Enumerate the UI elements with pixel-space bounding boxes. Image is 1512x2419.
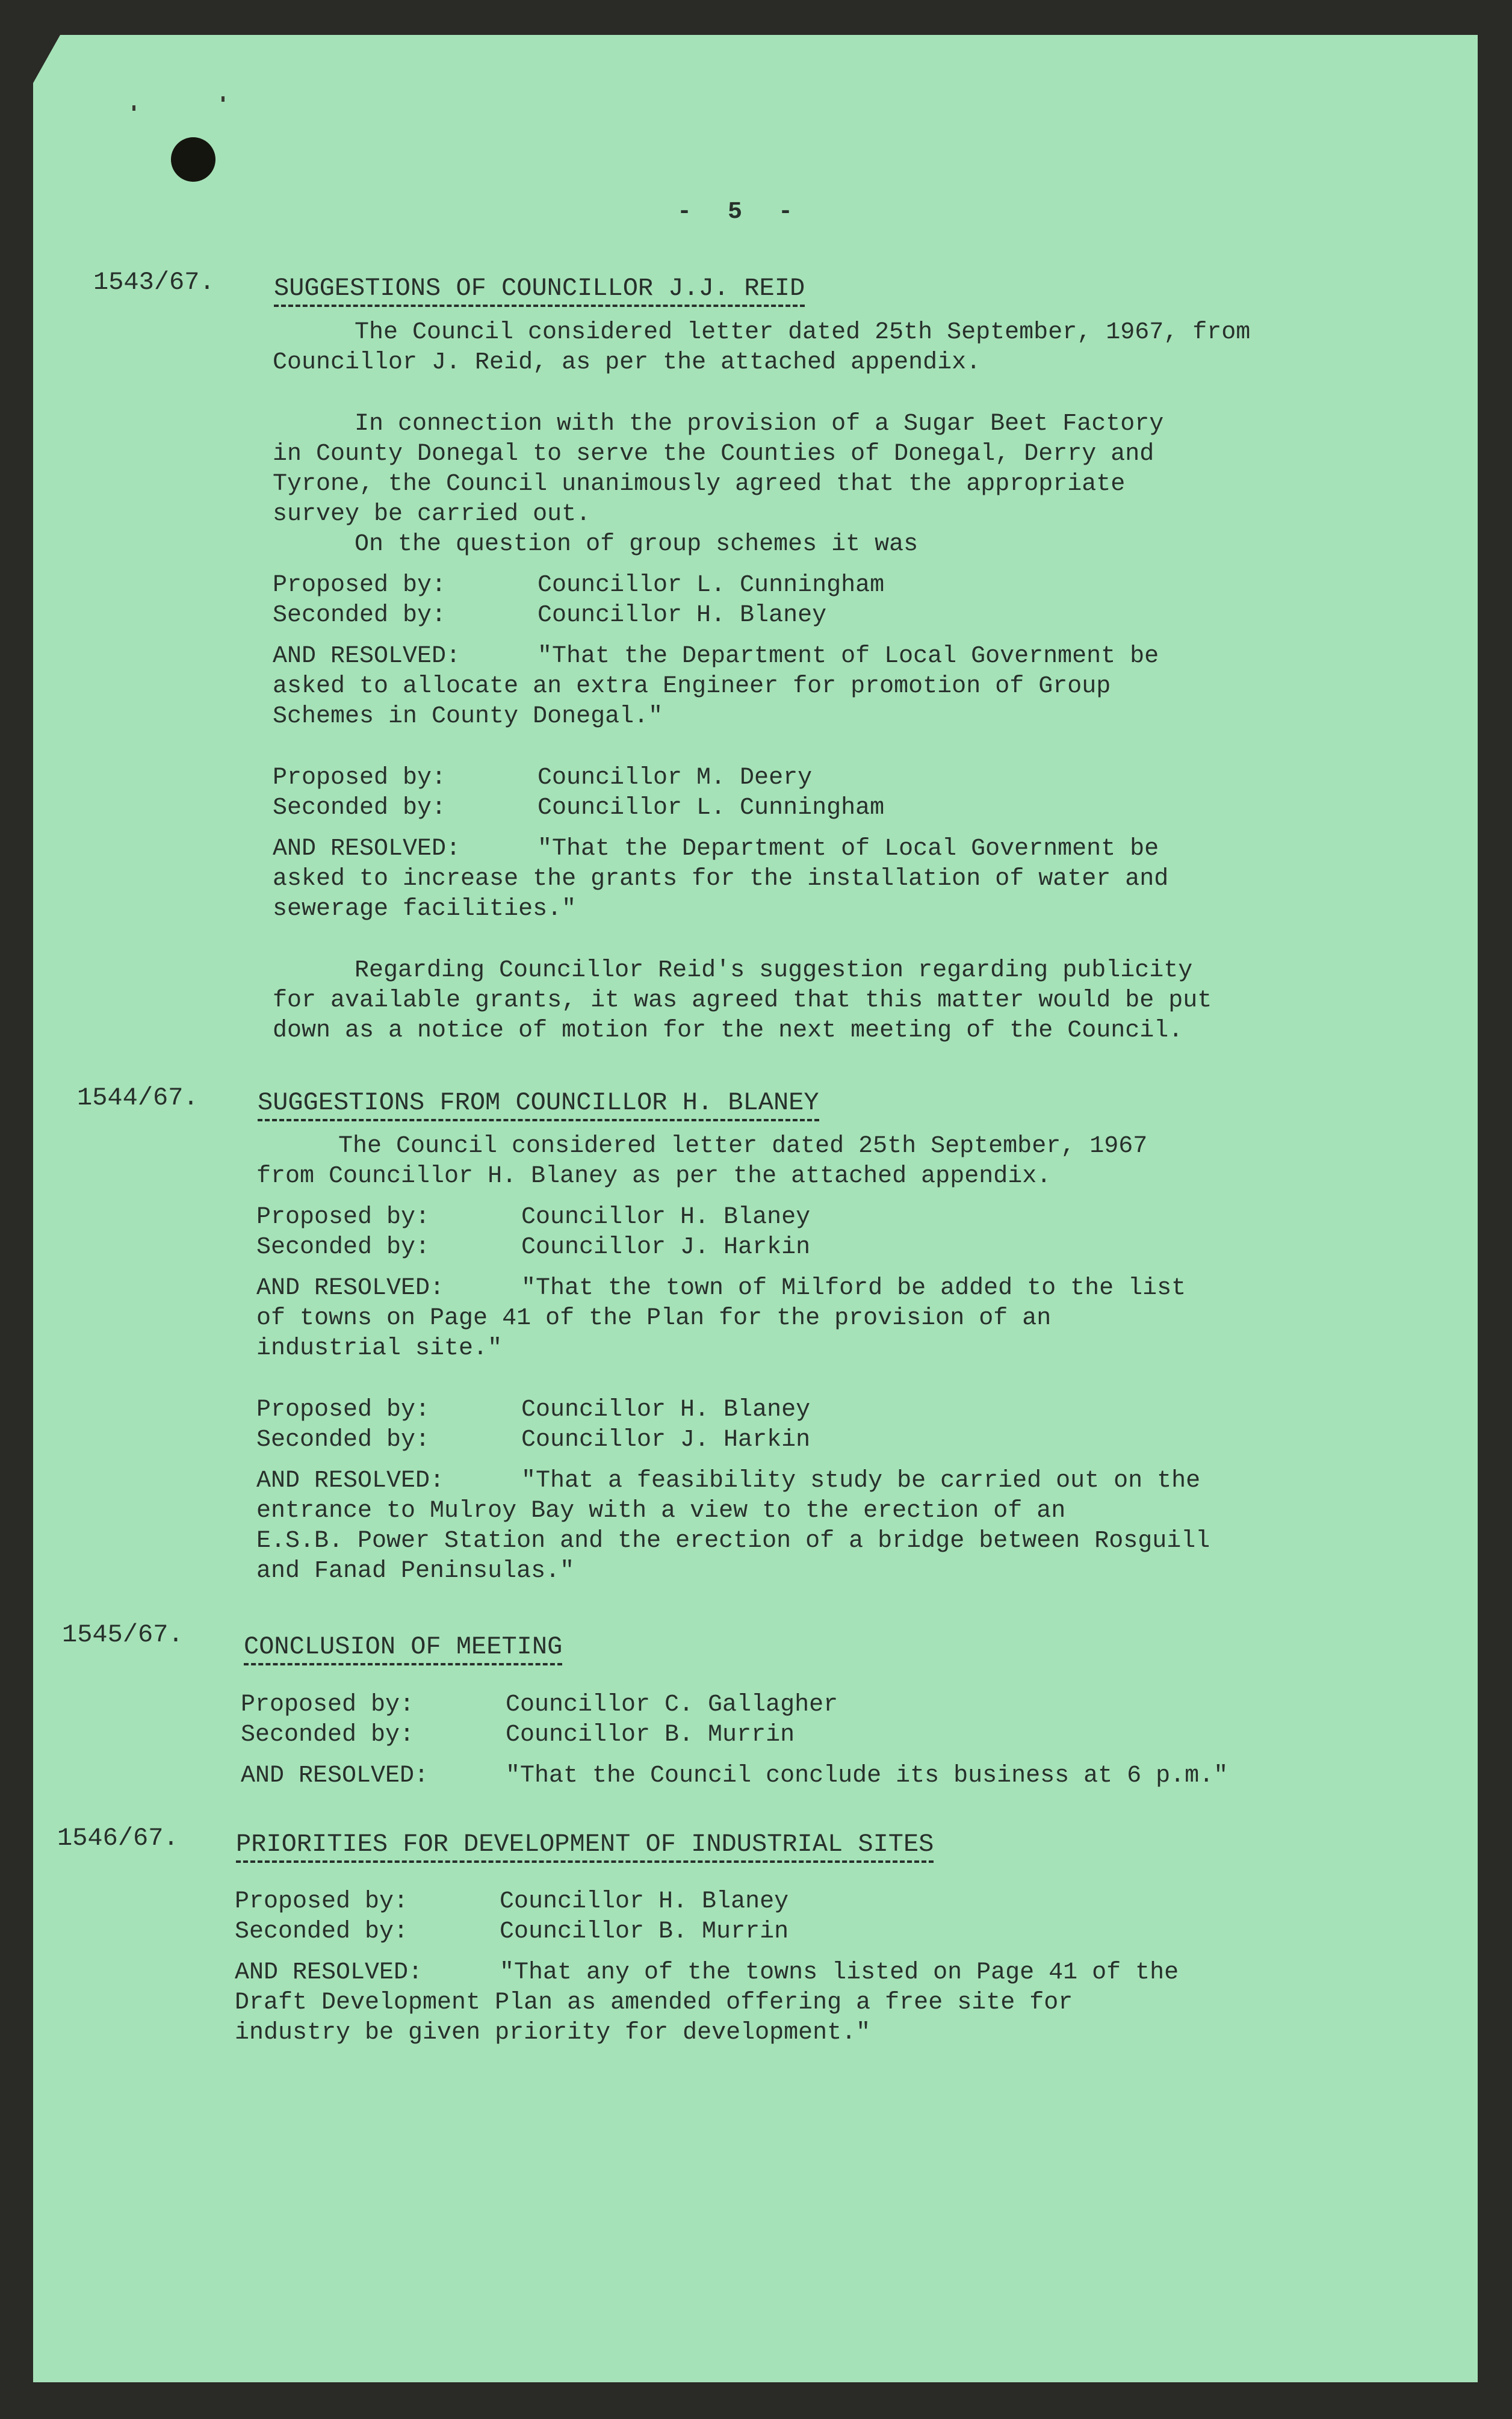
resolved-label: AND RESOLVED: — [256, 1275, 445, 1302]
section-body — [273, 318, 1250, 1046]
paragraph-line: On the question of group schemes it was — [355, 531, 919, 558]
resolution-line: E.S.B. Power Station and the erection of a bridge between Rosguill — [256, 1528, 1210, 1555]
paragraph-line: survey be carried out. — [273, 501, 591, 528]
resolution-line: "That a feasibility study be carried out on the — [521, 1467, 1201, 1494]
section-body — [235, 1887, 1179, 2048]
section-body — [256, 1132, 1210, 1587]
resolution-line: sewerage facilities." — [273, 896, 577, 923]
seconded-label: Seconded by: — [273, 602, 447, 629]
resolved-label: AND RESOLVED: — [235, 1959, 423, 1986]
resolution-line: Draft Development Plan as amended offering a free site for — [235, 1989, 1073, 2016]
seconder: Councillor J. Harkin — [521, 1234, 811, 1261]
resolution-line: asked to increase the grants for the installation of water and — [273, 866, 1169, 893]
resolution-line: entrance to Mulroy Bay with a view to the erection of an — [256, 1498, 1066, 1525]
proposed-label: Proposed by: — [273, 572, 447, 599]
seconded-label: Seconded by: — [256, 1426, 430, 1454]
seconder: Councillor B. Murrin — [500, 1918, 789, 1945]
paragraph-line: down as a notice of motion for the next meeting of the Council. — [273, 1017, 1183, 1044]
resolution-line: industry be given priority for development." — [235, 2019, 871, 2046]
proposer: Councillor H. Blaney — [521, 1204, 811, 1231]
minute-number: 1545/67. — [62, 1620, 184, 1649]
proposer: Councillor H. Blaney — [521, 1396, 811, 1423]
seconder: Councillor H. Blaney — [538, 602, 827, 629]
resolution-line: and Fanad Peninsulas." — [256, 1558, 575, 1585]
resolved-label: AND RESOLVED: — [241, 1762, 429, 1789]
proposer: Councillor M. Deery — [538, 764, 813, 791]
proposed-label: Proposed by: — [256, 1204, 430, 1231]
seconder: Councillor L. Cunningham — [538, 794, 885, 822]
paragraph-line: The Council considered letter dated 25th September, 1967 — [338, 1133, 1148, 1160]
ink-speck — [132, 105, 135, 111]
paragraph-line: Tyrone, the Council unanimously agreed that the appropriate — [273, 471, 1126, 498]
seconded-label: Seconded by: — [235, 1918, 409, 1945]
resolution-line: "That the Department of Local Government be — [538, 835, 1159, 863]
paragraph-line: In connection with the provision of a Sugar Beet Factory — [355, 410, 1164, 438]
ink-speck — [222, 96, 225, 102]
proposed-label: Proposed by: — [235, 1888, 409, 1915]
seconded-label: Seconded by: — [256, 1234, 430, 1261]
proposed-label: Proposed by: — [241, 1691, 415, 1718]
proposed-label: Proposed by: — [273, 764, 447, 791]
minute-number: 1543/67. — [93, 268, 215, 297]
folded-corner — [33, 35, 60, 83]
section-body — [241, 1690, 1228, 1791]
resolution-line: "That any of the towns listed on Page 41 of the — [500, 1959, 1179, 1986]
seconded-label: Seconded by: — [241, 1721, 415, 1748]
resolution-line: "That the Council conclude its business at 6 p.m." — [506, 1762, 1228, 1789]
resolution-line: "That the Department of Local Government be — [538, 643, 1159, 670]
minute-number: 1544/67. — [77, 1083, 199, 1112]
proposer: Councillor L. Cunningham — [538, 572, 885, 599]
page-number: - 5 - — [677, 199, 804, 226]
resolution-line: of towns on Page 41 of the Plan for the provision of an — [256, 1305, 1052, 1332]
paragraph-line: from Councillor H. Blaney as per the attached appendix. — [256, 1163, 1052, 1190]
proposer: Councillor H. Blaney — [500, 1888, 789, 1915]
resolved-label: AND RESOLVED: — [273, 835, 461, 863]
paragraph-line: Regarding Councillor Reid's suggestion regarding publicity — [355, 957, 1193, 984]
paragraph-line: for available grants, it was agreed that this matter would be put — [273, 987, 1212, 1014]
proposed-label: Proposed by: — [256, 1396, 430, 1423]
seconder: Councillor J. Harkin — [521, 1426, 811, 1454]
resolution-line: "That the town of Milford be added to the list — [521, 1275, 1186, 1302]
proposer: Councillor C. Gallagher — [506, 1691, 838, 1718]
section-heading: SUGGESTIONS OF COUNCILLOR J.J. REID — [274, 274, 805, 307]
resolved-label: AND RESOLVED: — [273, 643, 461, 670]
resolution-line: asked to allocate an extra Engineer for promotion of Group — [273, 673, 1111, 700]
punch-hole — [171, 137, 215, 182]
resolved-label: AND RESOLVED: — [256, 1467, 445, 1494]
section-heading: SUGGESTIONS FROM COUNCILLOR H. BLANEY — [258, 1088, 819, 1121]
paragraph-line: Councillor J. Reid, as per the attached appendix. — [273, 349, 981, 376]
seconded-label: Seconded by: — [273, 794, 447, 822]
section-heading: PRIORITIES FOR DEVELOPMENT OF INDUSTRIAL SITES — [236, 1830, 934, 1863]
resolution-line: Schemes in County Donegal." — [273, 703, 663, 730]
paragraph-line: in County Donegal to serve the Counties of Donegal, Derry and — [273, 441, 1154, 468]
paragraph-line: The Council considered letter dated 25th September, 1967, from — [355, 319, 1251, 346]
section-heading: CONCLUSION OF MEETING — [244, 1632, 562, 1665]
seconder: Councillor B. Murrin — [506, 1721, 795, 1748]
resolution-line: industrial site." — [256, 1335, 503, 1362]
minute-number: 1546/67. — [57, 1824, 179, 1853]
